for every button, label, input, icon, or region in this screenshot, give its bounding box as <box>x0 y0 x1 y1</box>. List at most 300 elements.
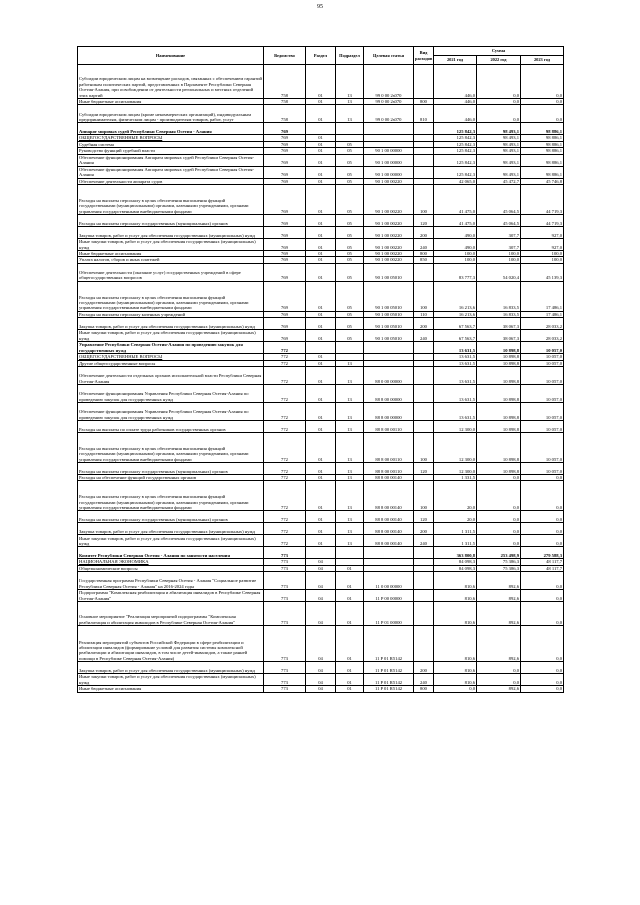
row-section: 01 <box>306 318 336 330</box>
row-subsection: 13 <box>336 65 364 99</box>
row-ministry: 769 <box>264 318 306 330</box>
row-2022: 98 493,1 <box>477 135 521 141</box>
row-name: Основное мероприятие "Реализация мероприятий подпрограммы "Комплексная реабилитация и абилитация инвалидов в Республике Северная Осетия-Алания" <box>78 602 264 626</box>
row-subsection: 13 <box>336 367 364 385</box>
row-2021: 83 777,3 <box>434 263 477 281</box>
row-ministry: 773 <box>264 547 306 559</box>
row-expense-type: 120 <box>414 215 434 227</box>
row-2022: 45 064,5 <box>477 185 521 215</box>
row-name: Расходы на выплаты персоналу государственных (муниципальных) органов <box>78 215 264 227</box>
row-2021: 13 631,5 <box>434 360 477 366</box>
row-ministry: 772 <box>264 367 306 385</box>
row-section: 04 <box>306 565 336 571</box>
row-expense-type <box>414 385 434 403</box>
row-subsection: 13 <box>336 433 364 463</box>
row-subsection: 05 <box>336 154 364 166</box>
row-subsection: 13 <box>336 421 364 433</box>
row-subsection: 05 <box>336 215 364 227</box>
row-2022: 307,7 <box>477 239 521 251</box>
row-name: Расходы на выплаты персоналу в целях обеспечения выполнения функций государственными (муниципальными) органами, казенными учреждениями, органами управления государственными внебюджетными фондами <box>78 281 264 311</box>
row-2021: 125 842,3 <box>434 154 477 166</box>
row-section: 01 <box>306 475 336 481</box>
row-expense-type: 800 <box>414 251 434 257</box>
row-expense-type <box>414 123 434 135</box>
row-2021: 125 842,3 <box>434 141 477 147</box>
row-name: Расходы на выплаты персоналу в целях обеспечения выполнения функций государственными (муниципальными) органами, казенными учреждениями, органами управления государственными внебюджетными фондами <box>78 433 264 463</box>
row-2021: 810,6 <box>434 662 477 674</box>
row-subsection: 13 <box>336 403 364 421</box>
row-target: 88 8 00 00140 <box>364 481 414 511</box>
row-ministry: 773 <box>264 626 306 662</box>
row-2023: 927,0 <box>521 227 564 239</box>
row-2021: 125 842,3 <box>434 123 477 135</box>
row-subsection <box>336 123 364 135</box>
table-row <box>78 330 564 342</box>
row-target: 88 8 00 00140 <box>364 475 414 481</box>
row-section: 01 <box>306 135 336 141</box>
row-name: Обеспечение деятельности аппарата судов <box>78 178 264 184</box>
table-row <box>78 215 564 227</box>
row-2021: 100,0 <box>434 251 477 257</box>
table-row <box>78 342 564 354</box>
row-name: Руководство функций судебной власти <box>78 148 264 154</box>
row-subsection: 01 <box>336 686 364 692</box>
row-2022: 0,0 <box>477 662 521 674</box>
row-subsection: 05 <box>336 239 364 251</box>
row-name: Субсидии юридическим лицам на возмещение расходов, связанных с обеспечением гарантий работникам политических партий, представленных в Парламенте Республики Северная Осетия-Алания, при освобождении от деятельности региональных и местных отделений этих партий <box>78 65 264 99</box>
row-target: 90 1 00 05010 <box>364 311 414 317</box>
row-section: 01 <box>306 239 336 251</box>
row-2023: 0,0 <box>521 105 564 123</box>
row-2023: 0,0 <box>521 626 564 662</box>
row-name: Расходы на обеспечение функций государственных органов <box>78 475 264 481</box>
row-section: 01 <box>306 65 336 99</box>
row-subsection: 05 <box>336 318 364 330</box>
row-subsection: 05 <box>336 263 364 281</box>
table-row <box>78 590 564 602</box>
row-target: 88 8 00 00110 <box>364 433 414 463</box>
row-target: 90 1 00 00220 <box>364 215 414 227</box>
row-2022: 98 493,1 <box>477 123 521 135</box>
col-sum-header: Сумма <box>434 47 564 56</box>
row-subsection: 13 <box>336 535 364 547</box>
row-ministry: 769 <box>264 185 306 215</box>
row-expense-type: 240 <box>414 535 434 547</box>
row-target: 88 8 00 00110 <box>364 421 414 433</box>
row-expense-type <box>414 602 434 626</box>
row-2021: 13 631,5 <box>434 385 477 403</box>
row-2023: 28 033,2 <box>521 330 564 342</box>
col-2022-header: 2022 год <box>477 56 521 65</box>
row-ministry: 772 <box>264 481 306 511</box>
row-2023: 17 486,1 <box>521 281 564 311</box>
col-section-header: Раздел <box>306 47 336 65</box>
row-expense-type <box>414 166 434 178</box>
row-2023: 10 057,0 <box>521 354 564 360</box>
row-ministry: 769 <box>264 135 306 141</box>
row-subsection: 01 <box>336 674 364 686</box>
row-section: 01 <box>306 511 336 523</box>
row-2023: 0,0 <box>521 65 564 99</box>
row-expense-type: 110 <box>414 311 434 317</box>
row-ministry: 772 <box>264 360 306 366</box>
col-2021-header: 2021 год <box>434 56 477 65</box>
row-subsection: 13 <box>336 463 364 475</box>
row-2023: 98 886,1 <box>521 148 564 154</box>
row-ministry: 773 <box>264 590 306 602</box>
row-subsection: 13 <box>336 99 364 105</box>
row-2021: 446,0 <box>434 105 477 123</box>
row-2022: 892,6 <box>477 686 521 692</box>
row-target: 90 1 00 00220 <box>364 239 414 251</box>
row-ministry: 769 <box>264 311 306 317</box>
row-name: Иные закупки товаров, работ и услуг для обеспечения государственных (муниципальных) нужд <box>78 330 264 342</box>
row-section: 01 <box>306 154 336 166</box>
row-2022: 892,6 <box>477 602 521 626</box>
row-name: Иные бюджетные ассигнования <box>78 251 264 257</box>
row-expense-type <box>414 342 434 354</box>
row-target: 90 1 00 00220 <box>364 251 414 257</box>
row-expense-type: 200 <box>414 227 434 239</box>
row-2022: 253 498,9 <box>477 547 521 559</box>
row-target: 88 8 00 00000 <box>364 385 414 403</box>
row-expense-type: 240 <box>414 674 434 686</box>
row-target: 99 0 00 2s070 <box>364 99 414 105</box>
row-2023: 98 886,1 <box>521 141 564 147</box>
row-ministry: 769 <box>264 148 306 154</box>
row-name: Субсидии юридическим лицам (кроме некоммерческих организаций), индивидуальным предпринимателям, физическим лицам - производителям товаров, работ, услуг <box>78 105 264 123</box>
row-ministry: 773 <box>264 674 306 686</box>
row-name: Расходы на выплаты персоналу казенных учреждений <box>78 311 264 317</box>
row-name: Расходы на выплаты персоналу в целях обеспечения выполнения функций государственными (муниципальными) органами, казенными учреждениями, органами управления государственными внебюджетными фондами <box>78 481 264 511</box>
row-2021: 0,0 <box>434 686 477 692</box>
col-2023-header: 2023 год <box>521 56 564 65</box>
row-name: Иные закупки товаров, работ и услуг для обеспечения государственных (муниципальных) нужд <box>78 674 264 686</box>
row-2023: 0,0 <box>521 602 564 626</box>
row-section: 01 <box>306 463 336 475</box>
row-2022: 10 898,8 <box>477 385 521 403</box>
table-row <box>78 523 564 535</box>
row-2023: 0,0 <box>521 523 564 535</box>
row-2023: 279 588,3 <box>521 547 564 559</box>
row-section: 01 <box>306 403 336 421</box>
row-2021: 490,0 <box>434 227 477 239</box>
row-2023: 98 886,1 <box>521 166 564 178</box>
row-2021: 446,0 <box>434 65 477 99</box>
row-name: Закупка товаров, работ и услуг для обеспечения государственных (муниципальных) нужд <box>78 662 264 674</box>
row-subsection: 05 <box>336 178 364 184</box>
row-section: 01 <box>306 367 336 385</box>
row-target <box>364 342 414 354</box>
row-subsection: 01 <box>336 662 364 674</box>
table-row <box>78 185 564 215</box>
row-2021: 13 631,5 <box>434 354 477 360</box>
row-ministry: 772 <box>264 433 306 463</box>
row-2021: 1 331,5 <box>434 475 477 481</box>
row-ministry: 769 <box>264 227 306 239</box>
row-section: 04 <box>306 559 336 565</box>
row-subsection: 05 <box>336 257 364 263</box>
row-expense-type: 810 <box>414 105 434 123</box>
row-name: Иные бюджетные ассигнования <box>78 686 264 692</box>
table-row <box>78 318 564 330</box>
row-name: Расходы на выплаты по оплате труда работников государственных органов <box>78 421 264 433</box>
row-2021: 810,6 <box>434 602 477 626</box>
row-target <box>364 123 414 135</box>
row-ministry: 772 <box>264 463 306 475</box>
row-ministry: 769 <box>264 141 306 147</box>
row-subsection: 01 <box>336 590 364 602</box>
row-name: Реализация мероприятий субъектов Российской Федерации в сфере реабилитации и абилитации инвалидов (формирование условий для развития системы комплексной реабилитации и абилитации инвалидов, в том числе детей-инвалидов, а также ранней помощи в Республике Северная Осетия-Алания) <box>78 626 264 662</box>
row-2022: 98 493,1 <box>477 154 521 166</box>
row-subsection: 01 <box>336 602 364 626</box>
row-target: 99 0 00 2s070 <box>364 65 414 99</box>
row-2021: 125 842,3 <box>434 135 477 141</box>
row-2022: 10 898,8 <box>477 421 521 433</box>
row-2023: 0,0 <box>521 535 564 547</box>
row-expense-type: 100 <box>414 281 434 311</box>
row-expense-type <box>414 154 434 166</box>
row-section: 01 <box>306 330 336 342</box>
row-2022: 10 898,8 <box>477 354 521 360</box>
budget-table <box>77 46 564 693</box>
row-section: 01 <box>306 148 336 154</box>
row-target: 88 8 00 00140 <box>364 535 414 547</box>
table-row <box>78 463 564 475</box>
row-section <box>306 342 336 354</box>
row-target: 11 P 00 00000 <box>364 590 414 602</box>
row-expense-type <box>414 547 434 559</box>
row-target: 11 P 01 R5142 <box>364 674 414 686</box>
table-row <box>78 123 564 135</box>
row-2023: 44 719,3 <box>521 215 564 227</box>
row-2022: 0,0 <box>477 535 521 547</box>
row-section: 01 <box>306 141 336 147</box>
row-2023: 45 139,3 <box>521 263 564 281</box>
row-section <box>306 123 336 135</box>
row-subsection: 05 <box>336 185 364 215</box>
row-expense-type: 120 <box>414 511 434 523</box>
row-name: Судебная система <box>78 141 264 147</box>
row-target <box>364 547 414 559</box>
row-2023: 100,0 <box>521 257 564 263</box>
row-subsection: 05 <box>336 148 364 154</box>
row-2023: 10 057,0 <box>521 367 564 385</box>
row-2021: 12 300,0 <box>434 433 477 463</box>
row-name: НАЦИОНАЛЬНАЯ ЭКОНОМИКА <box>78 559 264 565</box>
row-subsection: 13 <box>336 105 364 123</box>
row-2022: 16 833,5 <box>477 311 521 317</box>
row-2021: 446,0 <box>434 99 477 105</box>
row-ministry: 769 <box>264 154 306 166</box>
row-2021: 42 065,0 <box>434 178 477 184</box>
row-section: 04 <box>306 662 336 674</box>
row-2021: 810,6 <box>434 590 477 602</box>
row-section: 01 <box>306 354 336 360</box>
row-expense-type <box>414 65 434 99</box>
row-target: 11 P 01 R5142 <box>364 626 414 662</box>
row-target: 90 1 00 05010 <box>364 318 414 330</box>
table-body <box>78 65 564 693</box>
row-2023: 0,0 <box>521 481 564 511</box>
row-2023: 17 486,1 <box>521 311 564 317</box>
row-ministry: 769 <box>264 251 306 257</box>
row-name: Расходы на выплаты персоналу государственных (муниципальных) органов <box>78 463 264 475</box>
row-2022: 100,0 <box>477 251 521 257</box>
row-section: 04 <box>306 686 336 692</box>
row-target: 11 0 00 00000 <box>364 572 414 590</box>
table-row <box>78 433 564 463</box>
row-subsection: 13 <box>336 360 364 366</box>
row-2022: 98 493,1 <box>477 148 521 154</box>
row-2021: 13 631,5 <box>434 403 477 421</box>
row-2022: 0,0 <box>477 511 521 523</box>
row-2022: 10 898,8 <box>477 360 521 366</box>
row-target: 90 1 00 05010 <box>364 263 414 281</box>
row-2023: 10 057,0 <box>521 421 564 433</box>
row-2022: 892,6 <box>477 590 521 602</box>
row-2022: 98 493,1 <box>477 166 521 178</box>
col-name-header: Наименование <box>78 47 264 65</box>
table-row <box>78 403 564 421</box>
row-name: ОБЩЕГОСУДАРСТВЕННЫЕ ВОПРОСЫ <box>78 354 264 360</box>
row-ministry: 772 <box>264 421 306 433</box>
row-2023: 44 719,3 <box>521 185 564 215</box>
row-2022: 10 898,8 <box>477 367 521 385</box>
row-name: Обеспечение функционирования Управления Республики Северная Осетия-Алания по проведению закупок для государственных нужд <box>78 403 264 421</box>
row-expense-type <box>414 572 434 590</box>
row-2022: 100,0 <box>477 257 521 263</box>
row-name: Обеспечение функционирования Аппарата мировых судей Республики Северная Осетия-Алания <box>78 154 264 166</box>
row-subsection: 05 <box>336 281 364 311</box>
row-section: 01 <box>306 360 336 366</box>
row-section: 04 <box>306 602 336 626</box>
row-ministry: 773 <box>264 602 306 626</box>
row-expense-type: 100 <box>414 433 434 463</box>
row-2022: 38 067,3 <box>477 330 521 342</box>
row-name: Аппарат мировых судей Республики Северная Осетия - Алания <box>78 123 264 135</box>
row-2021: 16 213,6 <box>434 281 477 311</box>
row-2023: 98 886,1 <box>521 123 564 135</box>
row-2023: 10 057,0 <box>521 360 564 366</box>
row-subsection: 13 <box>336 385 364 403</box>
row-2021: 41 475,0 <box>434 185 477 215</box>
row-target: 90 1 00 00000 <box>364 166 414 178</box>
row-section: 01 <box>306 105 336 123</box>
row-section: 01 <box>306 166 336 178</box>
row-target: 90 1 00 00220 <box>364 227 414 239</box>
row-2023: 28 033,2 <box>521 318 564 330</box>
row-target: 90 1 00 00000 <box>364 148 414 154</box>
row-2023: 10 057,0 <box>521 463 564 475</box>
row-expense-type: 800 <box>414 686 434 692</box>
row-name: Расходы на выплаты персоналу в целях обеспечения выполнения функций государственными (муниципальными) органами, казенными учреждениями, органами управления государственными внебюджетными фондами <box>78 185 264 215</box>
row-ministry: 772 <box>264 511 306 523</box>
row-section <box>306 547 336 559</box>
row-expense-type: 200 <box>414 662 434 674</box>
row-ministry: 769 <box>264 166 306 178</box>
row-2021: 810,6 <box>434 674 477 686</box>
table-row <box>78 572 564 590</box>
table-row <box>78 626 564 662</box>
row-target: 88 8 00 00140 <box>364 523 414 535</box>
row-ministry: 773 <box>264 572 306 590</box>
row-2023: 0,0 <box>521 572 564 590</box>
row-2022: 0,0 <box>477 475 521 481</box>
row-2023: 0,0 <box>521 475 564 481</box>
row-2021: 810,6 <box>434 572 477 590</box>
row-2023: 0,0 <box>521 662 564 674</box>
row-2022: 38 067,3 <box>477 318 521 330</box>
row-target: 90 1 00 00220 <box>364 257 414 263</box>
row-target: 88 8 00 00000 <box>364 403 414 421</box>
row-2023: 0,0 <box>521 511 564 523</box>
row-2023: 10 057,0 <box>521 385 564 403</box>
row-section: 04 <box>306 626 336 662</box>
row-2021: 1 311,5 <box>434 523 477 535</box>
row-2022: 892,6 <box>477 626 521 662</box>
row-2022: 10 898,8 <box>477 433 521 463</box>
row-name: Общеэкономические вопросы <box>78 565 264 571</box>
row-2022: 307,7 <box>477 227 521 239</box>
row-target: 99 0 00 2s070 <box>364 105 414 123</box>
row-subsection: 05 <box>336 330 364 342</box>
row-section: 01 <box>306 433 336 463</box>
row-expense-type <box>414 367 434 385</box>
row-section: 01 <box>306 215 336 227</box>
row-2021: 363 800,8 <box>434 547 477 559</box>
row-2021: 20,0 <box>434 481 477 511</box>
row-expense-type: 240 <box>414 239 434 251</box>
row-2023: 100,0 <box>521 251 564 257</box>
row-ministry: 772 <box>264 342 306 354</box>
table-row <box>78 105 564 123</box>
row-name: Управление Республики Северная Осетия-Алания по проведению закупок для государственных нужд <box>78 342 264 354</box>
row-section: 01 <box>306 227 336 239</box>
table-row <box>78 686 564 692</box>
row-target: 90 1 00 00220 <box>364 185 414 215</box>
table-row <box>78 662 564 674</box>
row-section: 01 <box>306 523 336 535</box>
row-2021: 67 563,7 <box>434 318 477 330</box>
row-name: Обеспечение функционирования Управления Республики Северная Осетия-Алания по проведению закупок для государственных нужд <box>78 385 264 403</box>
table-row <box>78 166 564 178</box>
row-ministry: 772 <box>264 354 306 360</box>
row-subsection: 01 <box>336 572 364 590</box>
table-row <box>78 239 564 251</box>
row-2021: 13 631,5 <box>434 367 477 385</box>
row-expense-type: 120 <box>414 463 434 475</box>
row-name: ОБЩЕГОСУДАРСТВЕННЫЕ ВОПРОСЫ <box>78 135 264 141</box>
row-name: Закупка товаров, работ и услуг для обеспечения государственных (муниципальных) нужд <box>78 318 264 330</box>
table-row <box>78 263 564 281</box>
row-section: 01 <box>306 257 336 263</box>
row-subsection: 13 <box>336 511 364 523</box>
row-subsection: 13 <box>336 523 364 535</box>
row-2022: 0,0 <box>477 674 521 686</box>
row-expense-type <box>414 590 434 602</box>
row-target: 88 8 00 00140 <box>364 511 414 523</box>
row-ministry: 769 <box>264 178 306 184</box>
row-subsection <box>336 547 364 559</box>
row-2021: 125 842,3 <box>434 148 477 154</box>
row-ministry: 772 <box>264 385 306 403</box>
row-2021: 16 213,6 <box>434 311 477 317</box>
row-2022: 45 064,5 <box>477 215 521 227</box>
row-2022: 16 833,5 <box>477 281 521 311</box>
row-target: 11 P 01 R5142 <box>364 662 414 674</box>
row-expense-type <box>414 403 434 421</box>
